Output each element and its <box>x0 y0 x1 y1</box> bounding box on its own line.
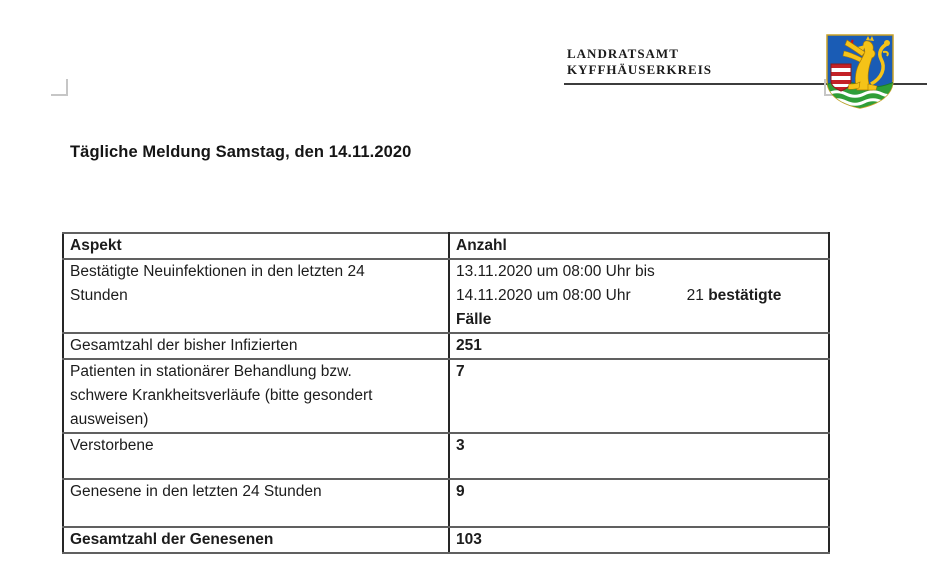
table-row <box>63 479 829 527</box>
cell-recovered24-aspect: Genesene in den letzten 24 Stunden <box>63 479 449 527</box>
cell-total-infected-value: 251 <box>449 333 829 359</box>
cell-recovered24-value: 9 <box>449 479 829 527</box>
letterhead-line1: LANDRATSAMT <box>567 46 679 61</box>
cell-total-recovered-value: 103 <box>449 527 829 553</box>
letterhead <box>567 46 712 77</box>
cell-infections24-aspect: Bestätigte Neuinfektionen in den letzten 24 Stunden <box>63 259 449 333</box>
cell-hospitalized-value: 7 <box>449 359 829 433</box>
table-row <box>63 433 829 479</box>
page-title: Tägliche Meldung Samstag, den 14.11.2020 <box>70 143 412 161</box>
header-count: Anzahl <box>449 233 829 259</box>
cell-hospitalized-aspect: Patienten in stationärer Behandlung bzw. schwere Krankheitsverläufe (bitte gesondert ausweisen) <box>63 359 449 433</box>
report-table <box>62 232 830 554</box>
table-row <box>63 333 829 359</box>
cell-total-infected-aspect: Gesamtzahl der bisher Infizierten <box>63 333 449 359</box>
table-row <box>63 527 829 553</box>
cell-infections24-value: 13.11.2020 um 08:00 Uhr bis 14.11.2020 um 08:00 Uhr 21 bestätigte Fälle <box>449 259 829 333</box>
cell-deceased-value: 3 <box>449 433 829 479</box>
coat-of-arms-icon <box>824 32 896 110</box>
cell-deceased-aspect: Verstorbene <box>63 433 449 479</box>
letterhead-line2: KYFFHÄUSERKREIS <box>567 61 713 77</box>
cell-total-recovered-aspect: Gesamtzahl der Genesenen <box>63 527 449 553</box>
header-aspect: Aspekt <box>63 233 449 259</box>
table-header-row <box>63 233 829 259</box>
table-row <box>63 259 829 333</box>
table-row <box>63 359 829 433</box>
text-boundary-corner-icon <box>51 79 68 96</box>
